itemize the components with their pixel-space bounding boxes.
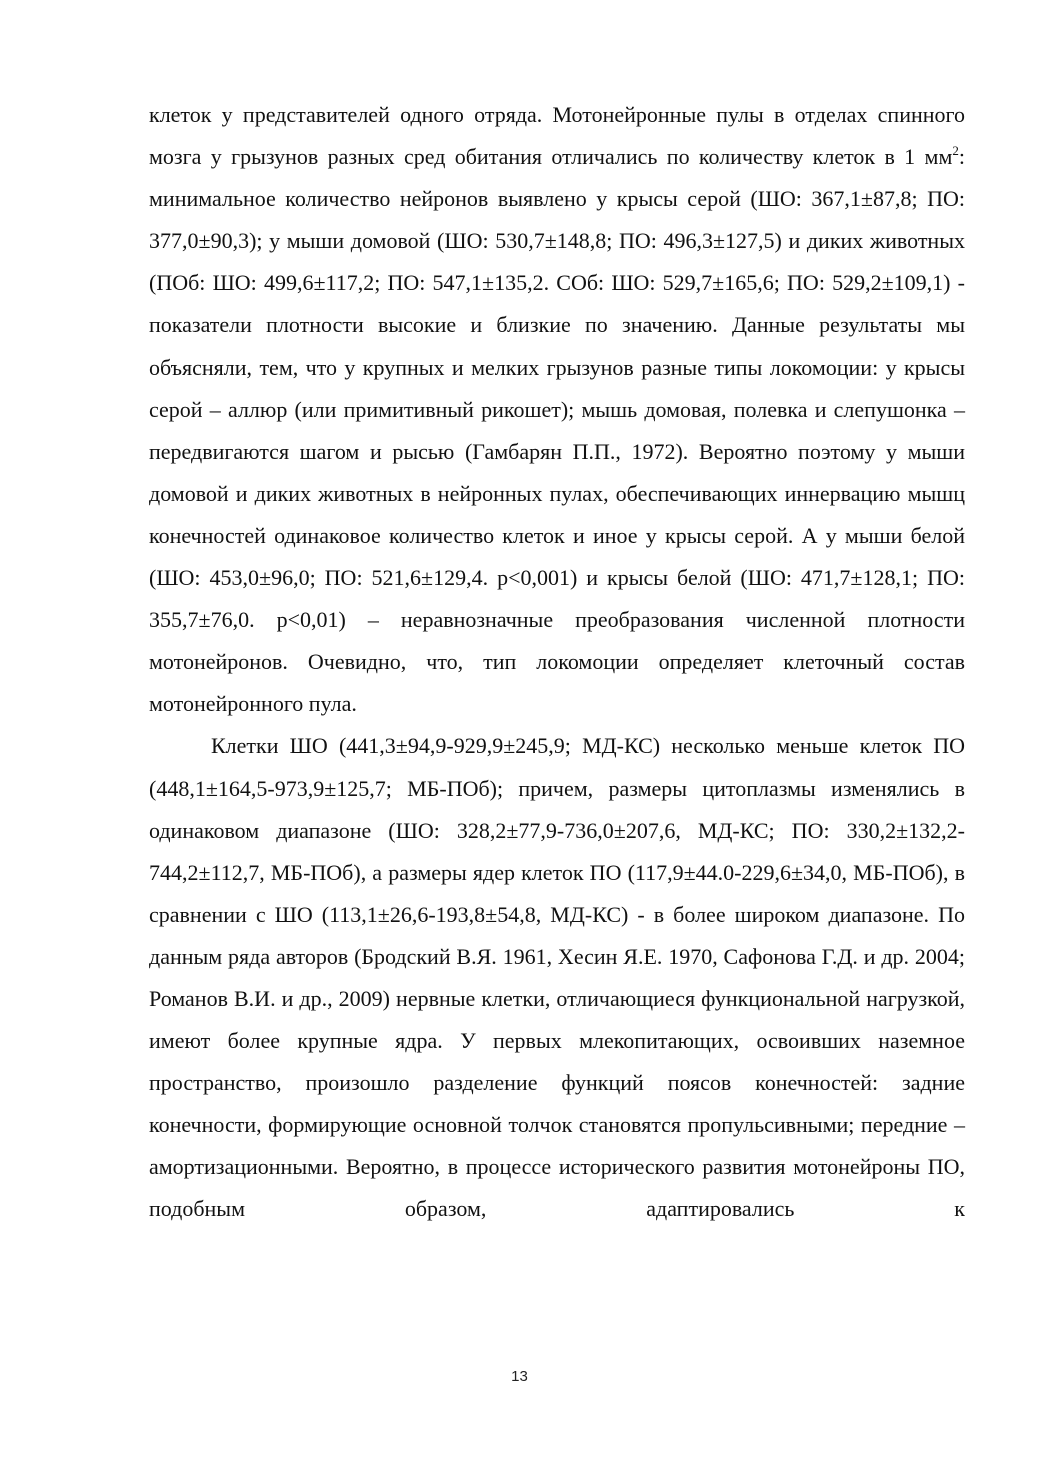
paragraph-text: клеток у представителей одного отряда. Мотонейронные пулы в отделах спинного мозга у грызунов разных сред обитания отличались по количеству клеток в 1 мм <box>149 102 965 170</box>
superscript: 2 <box>952 143 959 159</box>
page-number: 13 <box>511 1368 528 1385</box>
paragraph-text: : минимальное количество нейронов выявлено у крысы серой (ШО: 367,1±87,8; ПО: 377,0±90,3); у мыши домовой (ШО: 530,7±148,8; ПО: 496,3±127,5) и диких животных (ПОб: ШО: 499,6±117,2; ПО: 547,1±135,2. СОб: ШО: 529,7±165,6; ПО: 529,2±109,1) - показатели плотности высокие и близкие по значению. Данные результаты мы объясняли, тем, что у крупных и мелких грызунов разные типы локомоции: у крысы серой – аллюр (или примитивный рикошет); мышь домовая, полевка и слепушонка – передвигаются шагом и рысью (Гамбарян П.П., 1972). Вероятно поэтому у мыши домовой и диких животных в нейронных пулах, обеспечивающих иннервацию мышц конечностей одинаковое количество клеток и иное у крысы серой. А у мыши белой (ШО: 453,0±96,0; ПО: 521,6±129,4. p<0,001) и крысы белой (ШО: 471,7±128,1; ПО: 355,7±76,0. p<0,01) – неравнозначные преобразования численной плотности мотонейронов. Очевидно, что, тип локомоции определяет клеточный состав мотонейронного пула. <box>149 144 965 717</box>
paragraph <box>149 94 965 725</box>
paragraph: Клетки ШО (441,3±94,9-929,9±245,9; МД-КС) несколько меньше клеток ПО (448,1±164,5-973,9±125,7; МБ-ПОб); причем, размеры цитоплазмы изменялись в одинаковом диапазоне (ШО: 328,2±77,9-736,0±207,6, МД-КС; ПО: 330,2±132,2-744,2±112,7, МБ-ПОб), а размеры ядер клеток ПО (117,9±44.0-229,6±34,0, МБ-ПОб), в сравнении с ШО (113,1±26,6-193,8±54,8, МД-КС) - в более широком диапазоне. По данным ряда авторов (Бродский В.Я. 1961, Хесин Я.Е. 1970, Сафонова Г.Д. и др. 2004; Романов В.И. и др., 2009) нервные клетки, отличающиеся функциональной нагрузкой, имеют более крупные ядра. У первых млекопитающих, освоивших наземное пространство, произошло разделение функций поясов конечностей: задние конечности, формирующие основной толчок становятся пропульсивными; передние – амортизационными. Вероятно, в процессе исторического развития мотонейроны ПО, подобным образом, адаптировались к <box>149 733 965 1222</box>
body-text <box>149 94 965 1231</box>
